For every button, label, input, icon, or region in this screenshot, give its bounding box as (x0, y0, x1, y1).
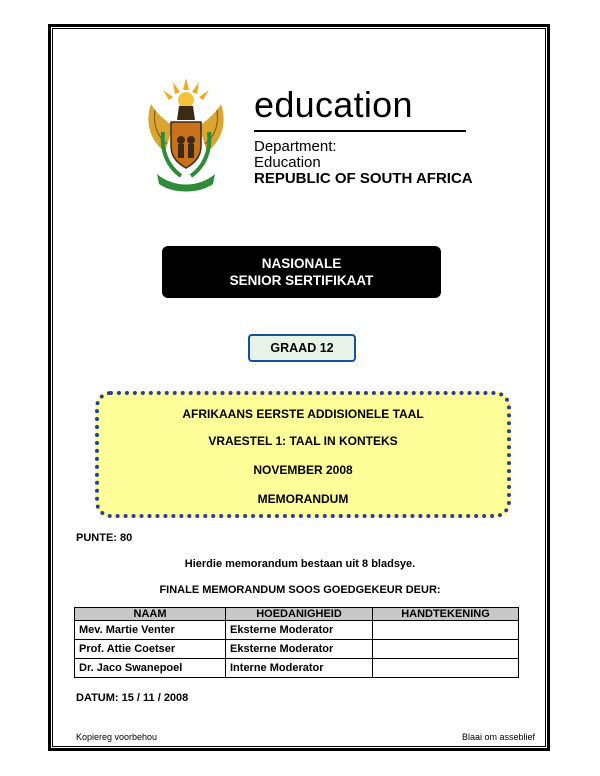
approval-table (74, 607, 519, 678)
grade-badge: GRAAD 12 (248, 334, 356, 362)
title-line-1: NASIONALE (261, 256, 342, 271)
cell-name: Mev. Martie Venter (75, 621, 226, 640)
table-row (75, 640, 519, 659)
column-header-capacity: HOEDANIGHEID (226, 608, 373, 621)
document-type: MEMORANDUM (257, 492, 349, 506)
cell-signature (373, 640, 519, 659)
logo-rule (254, 130, 466, 132)
department-label: Department: (254, 138, 337, 155)
column-header-signature: HANDTEKENING (373, 608, 519, 621)
subject-title: AFRIKAANS EERSTE ADDISIONELE TAAL (182, 407, 424, 421)
column-header-name: NAAM (75, 608, 226, 621)
cell-capacity: Eksterne Moderator (226, 621, 373, 640)
exam-date: NOVEMBER 2008 (253, 463, 353, 477)
cell-signature (373, 659, 519, 678)
table-row (75, 621, 519, 640)
cell-name: Dr. Jaco Swanepoel (75, 659, 226, 678)
footer-copyright: Kopiereg voorbehou (76, 732, 158, 742)
document-date: DATUM: 15 / 11 / 2008 (76, 692, 189, 704)
department-name: Education (254, 154, 321, 171)
page-count-note: Hierdie memorandum bestaan uit 8 bladsye. (184, 558, 416, 570)
cell-capacity: Interne Moderator (226, 659, 373, 678)
title-line-2: SENIOR SERTIFIKAAT (229, 273, 374, 288)
title-box (162, 246, 441, 298)
logo-wordmark: education (254, 84, 413, 125)
approval-heading: FINALE MEMORANDUM SOOS GOEDGEKEUR DEUR: (159, 584, 441, 596)
cell-capacity: Eksterne Moderator (226, 640, 373, 659)
table-header-row (75, 608, 519, 621)
cell-signature (373, 621, 519, 640)
cell-name: Prof. Attie Coetser (75, 640, 226, 659)
total-marks: PUNTE: 80 (76, 532, 133, 544)
subject-box (95, 391, 511, 518)
country-name: REPUBLIC OF SOUTH AFRICA (254, 170, 473, 187)
table-row (75, 659, 519, 678)
footer-turn-over: Blaai om asseblief (461, 732, 535, 742)
paper-title: VRAESTEL 1: TAAL IN KONTEKS (208, 434, 398, 448)
coat-of-arms-icon (143, 76, 229, 194)
